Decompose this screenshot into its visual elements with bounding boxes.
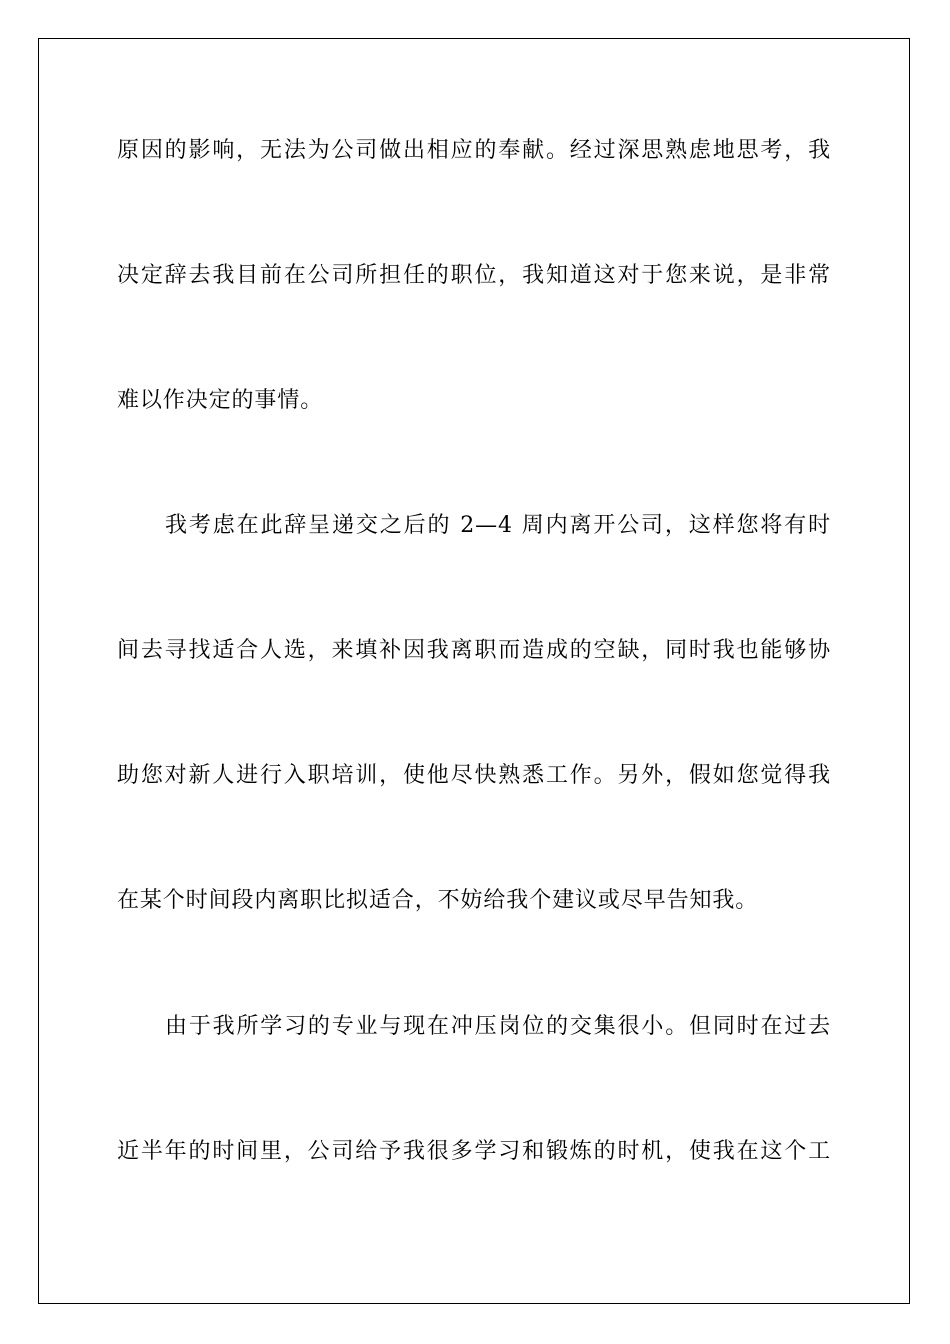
paragraph-2-line-3: 助您对新人进行入职培训，使他尽快熟悉工作。另外，假如您觉得我 — [117, 763, 831, 788]
paragraph-1-line-3: 难以作决定的事情。 — [117, 388, 324, 413]
paragraph-1-line-2: 决定辞去我目前在公司所担任的职位，我知道这对于您来说，是非常 — [117, 263, 831, 288]
paragraph-3-line-2: 近半年的时间里，公司给予我很多学习和锻炼的时机，使我在这个工 — [117, 1139, 831, 1164]
page-border — [38, 38, 910, 1304]
paragraph-1-line-1: 原因的影响，无法为公司做出相应的奉献。经过深思熟虑地思考，我 — [117, 138, 831, 163]
paragraph-3-line-1: 由于我所学习的专业与现在冲压岗位的交集很小。但同时在过去 — [165, 1014, 831, 1039]
paragraph-2-line-4: 在某个时间段内离职比拟适合，不妨给我个建议或尽早告知我。 — [117, 888, 759, 913]
paragraph-2-line-1: 我考虑在此辞呈递交之后的 2—4 周内离开公司，这样您将有时 — [165, 513, 831, 538]
paragraph-2-line-2: 间去寻找适合人选，来填补因我离职而造成的空缺，同时我也能够协 — [117, 638, 831, 663]
